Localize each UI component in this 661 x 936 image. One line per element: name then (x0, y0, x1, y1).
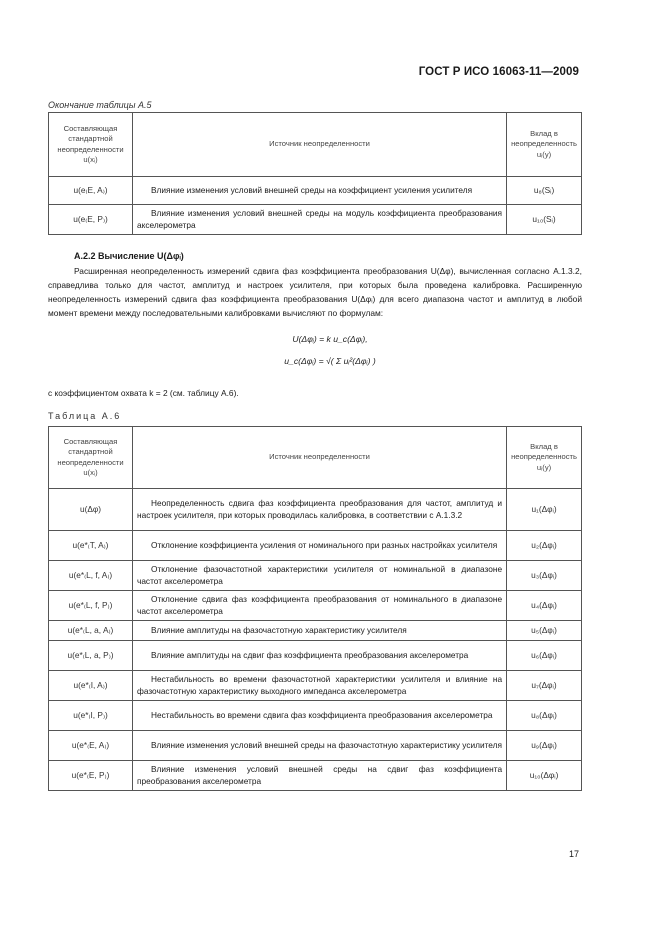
cell-source (133, 731, 507, 761)
header-contribution: Вклад в неопределенность uᵢ(y) (507, 113, 582, 177)
cell-source-text: Влияние изменения условий внешней среды на модуль коэффициента преобразования акселерометра (137, 207, 503, 230)
section-title: А.2.2 Вычисление U(Δφᵢ) (74, 251, 184, 261)
cell-source-text: Влияние изменения условий внешней среды на фазочастотную характеристику усилителя (151, 739, 502, 750)
cell-contribution: u₇(Δφᵢ) (507, 671, 582, 701)
cell-source (133, 177, 507, 205)
cell-source-text: Отклонение сдвига фаз коэффициента преобразования от номинального в диапазоне частот акселерометра (137, 593, 503, 616)
table-row (49, 205, 582, 235)
coverage-factor-text: с коэффициентом охвата k = 2 (см. таблицу А.6). (48, 388, 239, 398)
cell-source-text: Неопределенность сдвига фаз коэффициента преобразования для частот, амплитуд и настроек усилителя, при которых проводилась калибровка, в соответствии с А.1.3.2 (137, 497, 503, 520)
cell-source (133, 621, 507, 641)
cell-source-text: Отклонение коэффициента усиления от номинального при разных настройках усилителя (151, 539, 498, 550)
header-contribution: Вклад в неопределенность uᵢ(y) (507, 427, 582, 489)
cell-contribution: u₄(Δφᵢ) (507, 591, 582, 621)
header-component: Составляющая стандартной неопределенности u(xᵢ) (49, 113, 133, 177)
table-a6 (48, 426, 582, 791)
table-header-row (49, 113, 582, 177)
cell-component: u(e*₍E, A₎) (49, 731, 133, 761)
cell-contribution: u₁₀(Sᵢ) (507, 205, 582, 235)
table-a5-caption: Окончание таблицы А.5 (48, 100, 152, 110)
table-row (49, 731, 582, 761)
cell-source-text: Отклонение фазочастотной характеристики усилителя от номинальной в диапазоне частот акселерометра (137, 563, 503, 586)
cell-component: u(e*₍L, f, A₎) (49, 561, 133, 591)
cell-contribution: u₉(Δφᵢ) (507, 731, 582, 761)
table-row (49, 561, 582, 591)
cell-source (133, 761, 507, 791)
cell-component: u(Δφ) (49, 489, 133, 531)
cell-component: u(e*₍L, a, P₎) (49, 641, 133, 671)
table-row (49, 177, 582, 205)
cell-source-text: Влияние изменения условий внешней среды на сдвиг фаз коэффициента преобразования акселерометра (137, 763, 503, 786)
cell-contribution: u₁(Δφᵢ) (507, 489, 582, 531)
header-source: Источник неопределенности (133, 427, 507, 489)
cell-component: u(e*₍L, a, A₎) (49, 621, 133, 641)
cell-contribution: u₁₀(Δφᵢ) (507, 761, 582, 791)
cell-source (133, 671, 507, 701)
cell-component: u(e₍E, A₎) (49, 177, 133, 205)
cell-component: u(e*₍E, P₎) (49, 761, 133, 791)
table-row (49, 641, 582, 671)
table-header-row (49, 427, 582, 489)
cell-contribution: u₈(Δφᵢ) (507, 701, 582, 731)
cell-component: u(e*₍L, f, P₎) (49, 591, 133, 621)
cell-source (133, 205, 507, 235)
formula-expanded-uncertainty: U(Δφᵢ) = k u_c(Δφᵢ), (292, 334, 368, 344)
header-component: Составляющая стандартной неопределенности u(xᵢ) (49, 427, 133, 489)
table-row (49, 489, 582, 531)
cell-source (133, 489, 507, 531)
cell-source-text: Влияние амплитуды на сдвиг фаз коэффициента преобразования акселерометра (151, 649, 469, 660)
formula-combined-uncertainty: u_c(Δφᵢ) = √( Σ uᵢ²(Δφᵢ) ) (284, 356, 376, 366)
section-paragraph: Расширенная неопределенность измерений сдвига фаз коэффициента преобразования U(Δφ), вычисленная согласно А.1.3.2, справедлива только для частот, амплитуд и настроек усилителя, при которых была проведена калибровка. Расширенную неопределенность измерений сдвига фаз коэффициента преобразования U(Δφᵢ) для всего диапазона частот и амплитуд в любой момент времени между последовательными калибровками вычисляют по формулам: (48, 266, 582, 318)
table-a6-caption: Таблица А.6 (48, 411, 122, 421)
table-a5 (48, 112, 582, 235)
table-row (49, 701, 582, 731)
cell-source (133, 641, 507, 671)
cell-source-text: Влияние амплитуды на фазочастотную характеристику усилителя (151, 624, 407, 635)
header-source: Источник неопределенности (133, 113, 507, 177)
cell-contribution: u₈(Sᵢ) (507, 177, 582, 205)
cell-source (133, 701, 507, 731)
cell-source-text: Влияние изменения условий внешней среды на коэффициент усиления усилителя (151, 184, 473, 195)
cell-component: u(e*₍T, A₎) (49, 531, 133, 561)
table-row (49, 671, 582, 701)
cell-contribution: u₆(Δφᵢ) (507, 641, 582, 671)
document-header: ГОСТ Р ИСО 16063-11—2009 (418, 66, 579, 78)
table-row (49, 761, 582, 791)
cell-source (133, 561, 507, 591)
page-number: 17 (568, 849, 579, 859)
table-row (49, 621, 582, 641)
table-row (49, 531, 582, 561)
cell-source (133, 531, 507, 561)
cell-source (133, 591, 507, 621)
cell-component: u(e*₍I, P₎) (49, 701, 133, 731)
cell-component: u(e*₍I, A₎) (49, 671, 133, 701)
cell-source-text: Нестабильность во времени сдвига фаз коэффициента преобразования акселерометра (151, 709, 493, 720)
cell-component: u(e₍E, P₎) (49, 205, 133, 235)
cell-contribution: u₂(Δφᵢ) (507, 531, 582, 561)
cell-contribution: u₅(Δφᵢ) (507, 621, 582, 641)
table-row (49, 591, 582, 621)
cell-source-text: Нестабильность во времени фазочастотной характеристики усилителя и влияние на фазочастотную характеристику выходного импеданса акселерометра (137, 673, 503, 696)
cell-contribution: u₃(Δφᵢ) (507, 561, 582, 591)
